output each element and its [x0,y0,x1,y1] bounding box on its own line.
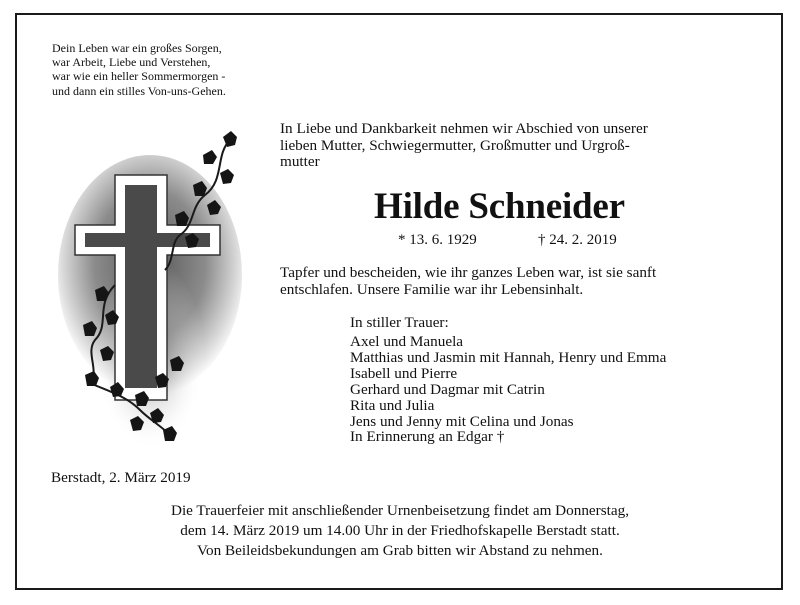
deceased-name: Hilde Schneider [374,186,625,227]
poem-line: war wie ein heller Sommermorgen - [52,69,226,84]
remembrance-text [280,265,656,299]
intro-line: mutter [280,153,320,171]
mourning-heading: In stiller Trauer: [350,314,449,331]
poem [52,41,226,98]
remembrance-line: Tapfer und bescheiden, wie ihr ganzes Leben war, ist sie sanft [280,264,657,281]
mourners-list [350,334,666,445]
intro-text [280,121,760,171]
service-notice [0,501,800,561]
mourner-line: Gerhard und Dagmar mit Catrin [350,380,545,398]
mourner-line: Axel und Manuela [350,333,464,350]
mourner-line: Jens und Jenny mit Celina und Jonas [350,412,574,430]
service-line: dem 14. März 2019 um 14.00 Uhr in der Friedhofskapelle Berstadt statt. [180,522,620,539]
intro-line: In Liebe und Dankbarkeit nehmen wir Abschied von unserer [280,120,648,137]
birth-date: * 13. 6. 1929 [398,232,477,248]
mourner-line: Rita und Julia [350,396,435,414]
service-line: Von Beileidsbekundungen am Grab bitten wir Abstand zu nehmen. [197,542,603,559]
death-date: † 24. 2. 2019 [538,232,617,248]
place-and-date: Berstadt, 2. März 2019 [51,469,191,486]
service-line: Die Trauerfeier mit anschließender Urnenbeisetzung findet am Donnerstag, [170,502,629,519]
intro-line: lieben Mutter, Schwiegermutter, Großmutter und Urgroß- [280,136,630,154]
poem-line: war Arbeit, Liebe und Verstehen, [52,55,211,70]
poem-line: und dann ein stilles Von-uns-Gehen. [52,83,226,98]
mourner-line: Isabell und Pierre [350,364,458,382]
cross-with-ivy-icon [55,125,255,455]
mourner-line: In Erinnerung an Edgar † [350,428,505,446]
remembrance-line: entschlafen. Unsere Familie war ihr Lebensinhalt. [280,280,584,298]
mourner-line: Matthias und Jasmin mit Hannah, Henry und Emma [350,348,667,366]
poem-line: Dein Leben war ein großes Sorgen, [52,41,222,55]
